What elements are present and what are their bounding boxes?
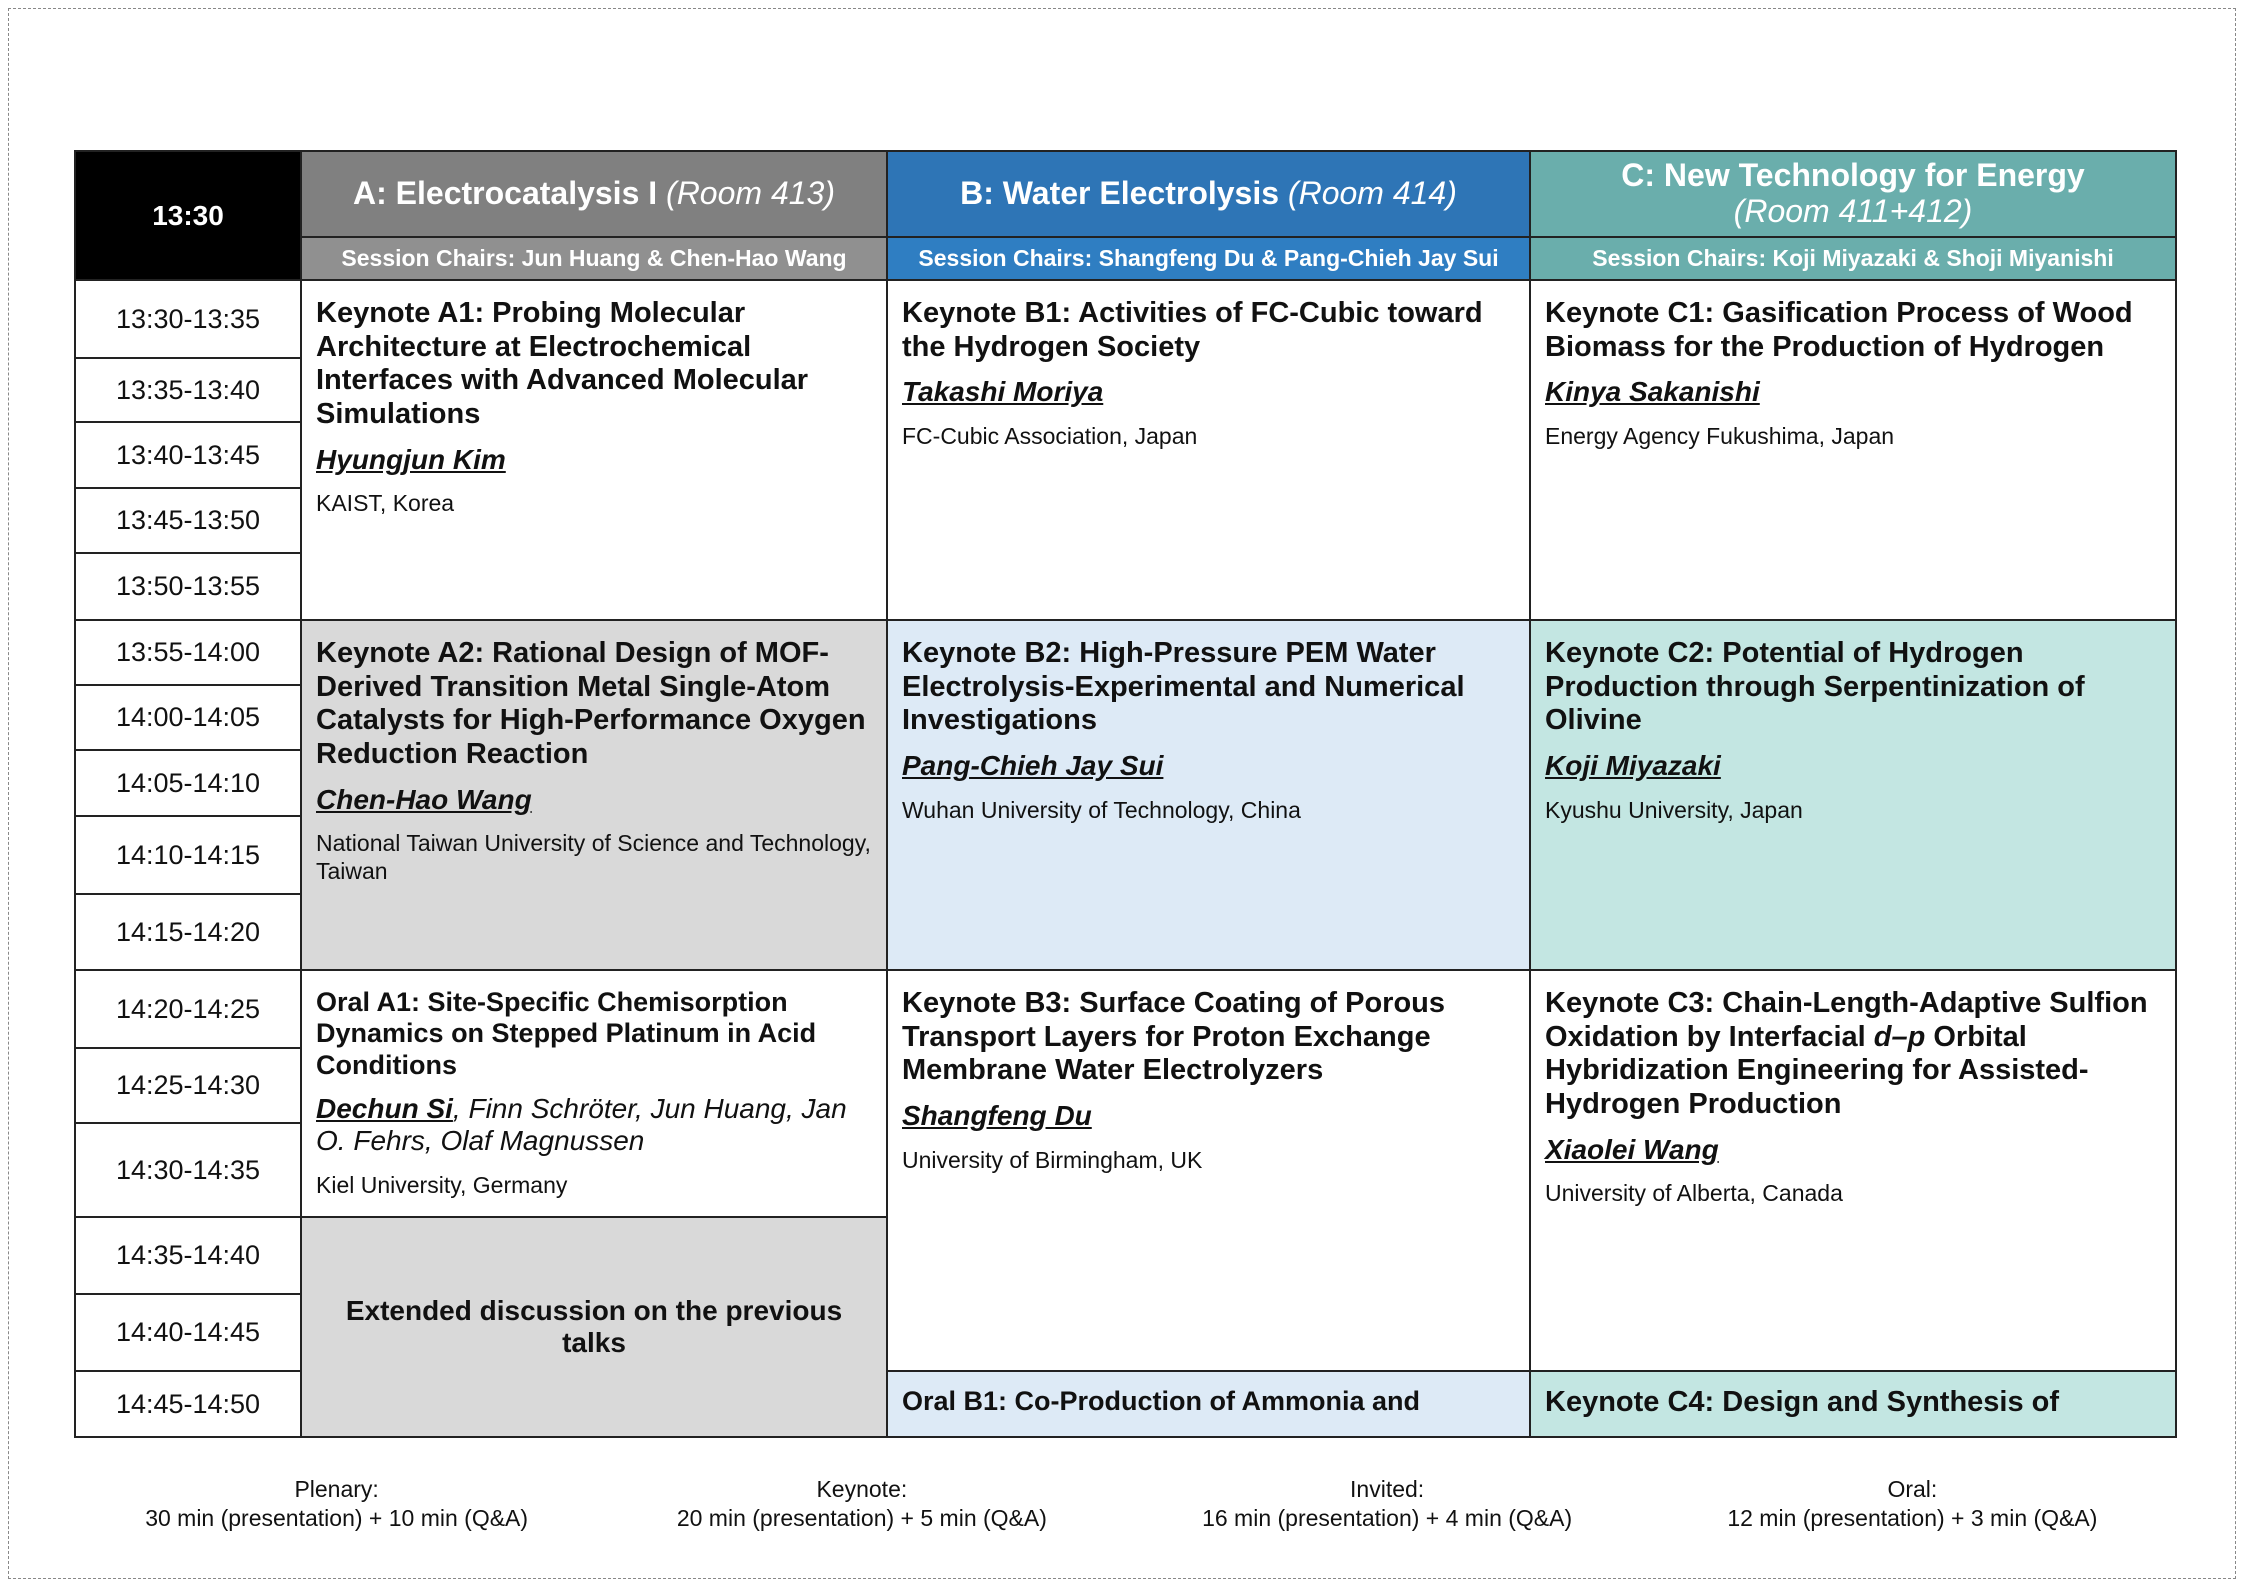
schedule-table <box>74 150 2177 1438</box>
talk-title: Keynote A2: Rational Design of MOF-Derived Transition Metal Single-Atom Catalysts for High-Performance Oxygen Reduction Reaction <box>316 637 866 770</box>
affiliation: University of Birmingham, UK <box>902 1146 1203 1173</box>
talk-title: Keynote B1: Activities of FC-Cubic toward the Hydrogen Society <box>902 297 1483 363</box>
track-b-header: B: Water Electrolysis (Room 414) <box>887 151 1530 237</box>
track-c-chairs: Session Chairs: Koji Miyazaki & Shoji Miyanishi <box>1530 237 2176 280</box>
speaker-name: Koji Miyazaki <box>1545 749 1721 781</box>
affiliation: Energy Agency Fukushima, Japan <box>1545 423 1895 450</box>
track-b-chairs: Session Chairs: Shangfeng Du & Pang-Chieh Jay Sui <box>887 237 1530 280</box>
time-slot: 14:45-14:50 <box>75 1371 301 1437</box>
affiliation: Wuhan University of Technology, China <box>902 796 1301 823</box>
talk-title: Keynote B2: High-Pressure PEM Water Electrolysis-Experimental and Numerical Investigations <box>902 637 1465 737</box>
talk-c3 <box>1530 970 2176 1371</box>
talk-title: Oral A1: Site-Specific Chemisorption Dynamics on Stepped Platinum in Acid Conditions <box>316 987 817 1080</box>
time-slot: 13:40-13:45 <box>75 422 301 488</box>
talk-a1 <box>301 280 887 620</box>
legend-oral: Oral: 12 min (presentation) + 3 min (Q&A) <box>1727 1476 2098 1531</box>
speaker-name: Chen-Hao Wang <box>316 783 532 815</box>
corner-time: 13:30 <box>75 151 301 280</box>
time-slot: 14:35-14:40 <box>75 1217 301 1294</box>
time-slot: 14:10-14:15 <box>75 816 301 894</box>
talk-c2 <box>1530 620 2176 970</box>
talk-oral-a1 <box>301 970 887 1217</box>
talk-b3 <box>887 970 1530 1371</box>
talk-oral-b1 <box>887 1371 1530 1437</box>
talk-title: Oral B1: Co-Production of Ammonia and <box>902 1386 1421 1416</box>
affiliation: KAIST, Korea <box>316 490 455 517</box>
time-slot: 14:25-14:30 <box>75 1048 301 1123</box>
speaker-name: Dechun Si <box>316 1092 453 1124</box>
legend-plenary: Plenary: 30 min (presentation) + 10 min (Q&A) <box>145 1476 529 1531</box>
legend-keynote: Keynote: 20 min (presentation) + 5 min (Q&A) <box>676 1476 1047 1531</box>
talk-title: Keynote C2: Potential of Hydrogen Production through Serpentinization of Olivine <box>1545 637 2085 737</box>
time-slot: 14:30-14:35 <box>75 1123 301 1217</box>
speaker-name: Kinya Sakanishi <box>1545 376 1760 408</box>
talk-b1 <box>887 280 1530 620</box>
time-slot: 14:15-14:20 <box>75 894 301 970</box>
speaker-name: Pang-Chieh Jay Sui <box>902 749 1164 781</box>
coauthors: , Finn Schröter, Jun Huang, Jan O. Fehrs, Olaf Magnussen <box>316 1092 847 1156</box>
time-slot: 14:20-14:25 <box>75 970 301 1048</box>
talk-a2 <box>301 620 887 970</box>
talk-c1 <box>1530 280 2176 620</box>
speaker-name: Shangfeng Du <box>902 1099 1092 1131</box>
time-slot: 14:00-14:05 <box>75 685 301 750</box>
track-a-header: A: Electrocatalysis I (Room 413) <box>301 151 887 237</box>
talk-title: Keynote C4: Design and Synthesis of <box>1545 1386 2060 1418</box>
affiliation: FC-Cubic Association, Japan <box>902 423 1198 450</box>
timing-legend <box>74 1475 2175 1533</box>
speaker-name: Xiaolei Wang <box>1545 1133 1719 1165</box>
talk-title: Keynote B3: Surface Coating of Porous Transport Layers for Proton Exchange Membrane Water Electrolyzers <box>902 987 1446 1087</box>
track-c-header: C: New Technology for Energy (Room 411+412) <box>1530 151 2176 237</box>
affiliation: Kiel University, Germany <box>316 1171 568 1198</box>
time-slot: 13:50-13:55 <box>75 553 301 620</box>
extended-discussion: Extended discussion on the previous talks <box>301 1217 887 1437</box>
affiliation: Kyushu University, Japan <box>1545 796 1803 823</box>
talk-title: Keynote C1: Gasification Process of Wood Biomass for the Production of Hydrogen <box>1545 297 2133 363</box>
talk-title: Keynote A1: Probing Molecular Architecture at Electrochemical Interfaces with Advanced Molecular Simulations <box>316 297 809 430</box>
speaker-name: Takashi Moriya <box>902 376 1104 408</box>
time-slot: 13:35-13:40 <box>75 358 301 422</box>
affiliation: University of Alberta, Canada <box>1545 1180 1843 1207</box>
time-slot: 14:40-14:45 <box>75 1294 301 1371</box>
talk-b2 <box>887 620 1530 970</box>
talk-c4 <box>1530 1371 2176 1437</box>
track-a-chairs: Session Chairs: Jun Huang & Chen-Hao Wang <box>301 237 887 280</box>
talk-title: Keynote C3: Chain-Length-Adaptive Sulfion Oxidation by Interfacial d–p Orbital Hybridization Engineering for Assisted-Hydrogen Production <box>1545 987 2148 1120</box>
affiliation: National Taiwan University of Science and Technology, Taiwan <box>316 830 871 885</box>
time-slot: 14:05-14:10 <box>75 750 301 816</box>
speaker-name: Hyungjun Kim <box>316 443 506 475</box>
time-slot: 13:45-13:50 <box>75 488 301 553</box>
legend-invited: Invited: 16 min (presentation) + 4 min (Q&A) <box>1202 1476 1573 1531</box>
time-slot: 13:55-14:00 <box>75 620 301 685</box>
time-slot: 13:30-13:35 <box>75 280 301 358</box>
